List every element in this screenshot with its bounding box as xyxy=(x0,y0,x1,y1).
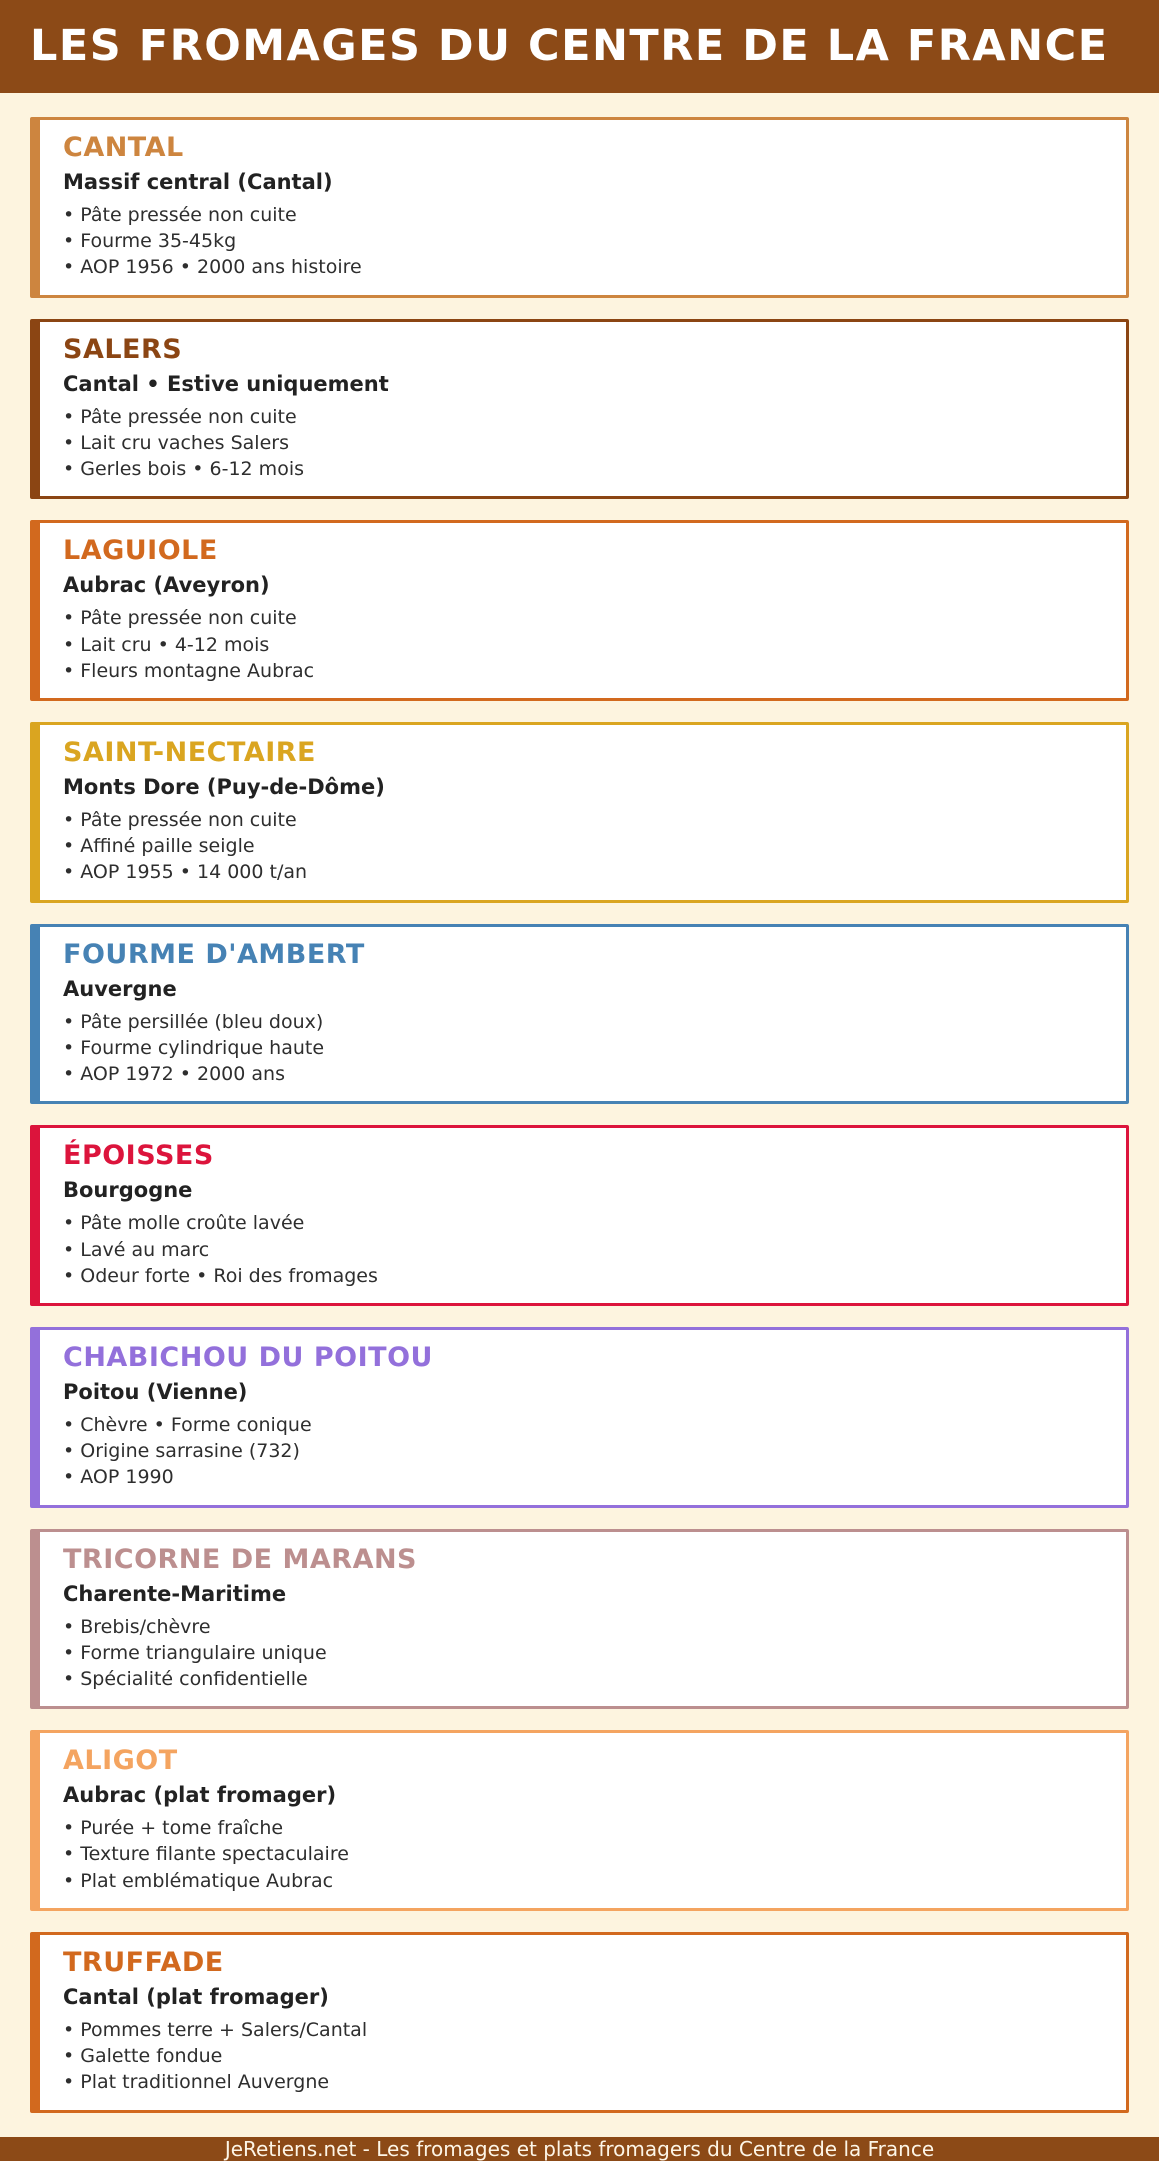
cheese-card xyxy=(30,1932,1129,2113)
cheese-region: Auvergne xyxy=(63,976,177,1001)
cheese-fact: • Spécialité confidentielle xyxy=(63,1668,308,1691)
cheese-facts xyxy=(63,2017,1106,2096)
cheese-fact: • Gerles bois • 6-12 mois xyxy=(63,458,304,481)
cheese-fact: • Texture filante spectaculaire xyxy=(63,1843,349,1866)
cheese-region: Monts Dore (Puy-de-Dôme) xyxy=(63,774,385,799)
cheese-region: Bourgogne xyxy=(63,1178,193,1203)
cheese-facts xyxy=(63,1210,1106,1289)
cheese-region: Aubrac (plat fromager) xyxy=(63,1783,337,1808)
cheese-fact: • Lait cru • 4-12 mois xyxy=(63,633,270,656)
poster-footer xyxy=(0,2137,1159,2161)
cheese-facts xyxy=(63,1412,1106,1491)
cheese-fact: • Lait cru vaches Salers xyxy=(63,431,289,454)
cheese-facts xyxy=(63,1009,1106,1088)
cheese-fact: • Plat traditionnel Auvergne xyxy=(63,2071,330,2094)
cheese-fact: • Lavé au marc xyxy=(63,1238,210,1261)
cheese-fact: • Plat emblématique Aubrac xyxy=(63,1869,334,1892)
cheese-fact: • Chèvre • Forme conique xyxy=(63,1413,312,1436)
cheese-fact: • Pommes terre + Salers/Cantal xyxy=(63,2018,368,2041)
cheese-fact: • Pâte persillée (bleu doux) xyxy=(63,1010,324,1033)
cheese-name: ALIGOT xyxy=(63,1745,178,1777)
cheese-card xyxy=(30,319,1129,500)
cheese-region: Massif central (Cantal) xyxy=(63,170,333,194)
cheese-facts xyxy=(63,404,1106,483)
cheese-name: TRICORNE DE MARANS xyxy=(63,1543,418,1575)
cheese-facts xyxy=(63,1614,1106,1693)
cheese-fact: • Pâte pressée non cuite xyxy=(63,607,297,630)
poster-header xyxy=(0,0,1159,93)
cheese-fact: • Pâte pressée non cuite xyxy=(63,204,297,226)
cheese-fact: • Affiné paille seigle xyxy=(63,835,255,858)
cheese-fact: • Pâte pressée non cuite xyxy=(63,405,297,428)
cheese-card xyxy=(30,520,1129,701)
cheese-region: Poitou (Vienne) xyxy=(63,1379,248,1404)
cheese-fact: • AOP 1972 • 2000 ans xyxy=(63,1063,285,1086)
cheese-fact: • Purée + tome fraîche xyxy=(63,1817,284,1840)
cheese-card xyxy=(30,1730,1129,1911)
cheese-name: CHABICHOU DU POITOU xyxy=(63,1341,433,1373)
cheese-fact: • Fourme 35-45kg xyxy=(63,230,237,253)
cheese-fact: • Pâte molle croûte lavée xyxy=(63,1212,305,1235)
cheese-fact: • Fourme cylindrique haute xyxy=(63,1036,325,1059)
cheese-card xyxy=(30,1327,1129,1508)
cheese-fact: • Origine sarrasine (732) xyxy=(63,1440,300,1463)
cheese-name: SAINT-NECTAIRE xyxy=(63,736,316,768)
cheese-name: FOURME D'AMBERT xyxy=(63,938,365,970)
cheese-region: Charente-Maritime xyxy=(63,1581,287,1606)
cheese-name: TRUFFADE xyxy=(63,1946,224,1978)
cheese-name: ÉPOISSES xyxy=(63,1140,214,1172)
cheese-facts xyxy=(63,1815,1106,1894)
cheese-card-list xyxy=(0,93,1159,2137)
cheese-facts xyxy=(63,202,1106,281)
cheese-fact: • Pâte pressée non cuite xyxy=(63,808,297,831)
cheese-name: LAGUIOLE xyxy=(63,535,218,567)
footer-credit: JeRetiens.net - Les fromages et plats fromagers du Centre de la France xyxy=(224,2136,935,2161)
cheese-fact: • AOP 1956 • 2000 ans histoire xyxy=(63,256,362,279)
cheese-name: CANTAL xyxy=(63,132,184,163)
cheese-facts xyxy=(63,605,1106,684)
cheese-region: Cantal (plat fromager) xyxy=(63,1984,329,2009)
cheese-name: SALERS xyxy=(63,333,183,365)
cheese-fact: • AOP 1955 • 14 000 t/an xyxy=(63,861,308,884)
cheese-region: Cantal • Estive uniquement xyxy=(63,371,389,396)
cheese-card xyxy=(30,1529,1129,1710)
cheese-card xyxy=(30,924,1129,1105)
cheese-fact: • Odeur forte • Roi des fromages xyxy=(63,1264,378,1287)
cheese-fact: • Brebis/chèvre xyxy=(63,1615,211,1638)
cheese-region: Aubrac (Aveyron) xyxy=(63,573,270,598)
cheese-card xyxy=(30,722,1129,903)
cheese-fact: • Forme triangulaire unique xyxy=(63,1641,327,1664)
cheese-fact: • AOP 1990 xyxy=(63,1466,174,1489)
cheese-fact: • Galette fondue xyxy=(63,2045,223,2068)
cheese-card xyxy=(30,1125,1129,1306)
cheese-fact: • Fleurs montagne Aubrac xyxy=(63,659,315,682)
cheese-card xyxy=(30,117,1129,298)
cheese-facts xyxy=(63,807,1106,886)
poster-title: LES FROMAGES DU CENTRE DE LA FRANCE xyxy=(30,20,1109,71)
